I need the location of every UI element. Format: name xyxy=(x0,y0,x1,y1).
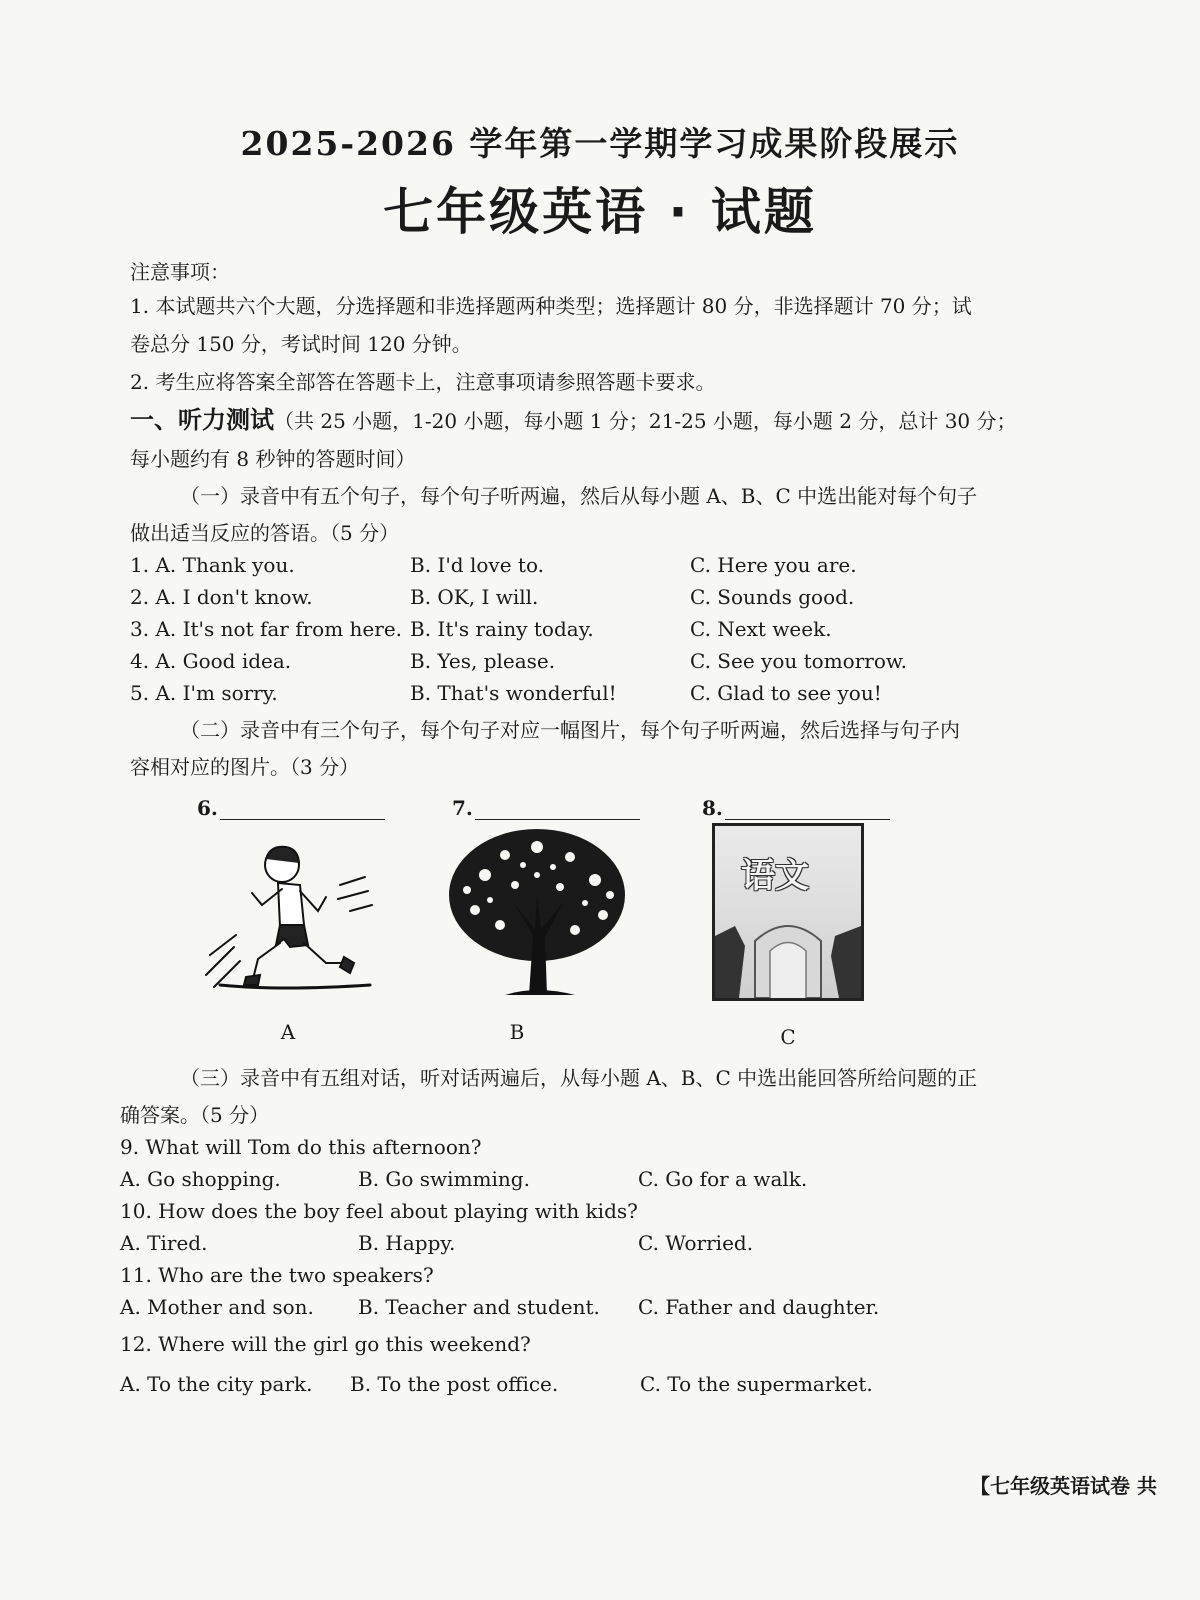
q11-option-c: C. Father and daughter. xyxy=(638,1295,880,1319)
q2-option-c: C. Sounds good. xyxy=(690,585,855,609)
q1-option-a: 1. A. Thank you. xyxy=(130,553,295,577)
picture-b-label: B xyxy=(509,1020,525,1044)
q9-option-c: C. Go for a walk. xyxy=(638,1167,808,1191)
section1-header xyxy=(130,400,1017,435)
q12-option-a: A. To the city park. xyxy=(120,1372,313,1396)
q3-option-c: C. Next week. xyxy=(690,617,832,641)
picture-c-label: C xyxy=(780,1025,796,1049)
notes-line-1b: 卷总分 150 分，考试时间 120 分钟。 xyxy=(130,332,472,356)
book-cover-text: 语文 xyxy=(741,856,809,896)
q12-option-c: C. To the supermarket. xyxy=(640,1372,873,1396)
q10-question: 10. How does the boy feel about playing with kids? xyxy=(120,1199,638,1223)
q12-question: 12. Where will the girl go this weekend? xyxy=(120,1332,531,1356)
q3-option-b: B. It's rainy today. xyxy=(410,617,594,641)
notes-line-1a: 1. 本试题共六个大题，分选择题和非选择题两种类型；选择题计 80 分，非选择题计 70 分；试 xyxy=(130,294,972,318)
q2-option-b: B. OK, I will. xyxy=(410,585,539,609)
q11-option-b: B. Teacher and student. xyxy=(358,1295,600,1319)
q9-question: 9. What will Tom do this afternoon? xyxy=(120,1135,482,1159)
q10-option-c: C. Worried. xyxy=(638,1231,754,1255)
section1-info-b: 每小题约有 8 秒钟的答题时间） xyxy=(130,447,416,471)
q11-option-a: A. Mother and son. xyxy=(120,1295,314,1319)
notes-line-2: 2. 考生应将答案全部答在答题卡上，注意事项请参照答题卡要求。 xyxy=(130,370,716,394)
q9-option-a: A. Go shopping. xyxy=(120,1167,281,1191)
q10-option-a: A. Tired. xyxy=(120,1231,208,1255)
running-boy-icon xyxy=(200,835,375,1000)
q5-option-a: 5. A. I'm sorry. xyxy=(130,681,278,705)
q1-option-c: C. Here you are. xyxy=(690,553,857,577)
answer-blank-6: 6. xyxy=(197,796,385,820)
q1-option-b: B. I'd love to. xyxy=(410,553,544,577)
q5-option-c: C. Glad to see you! xyxy=(690,681,882,705)
q9-option-b: B. Go swimming. xyxy=(358,1167,530,1191)
chinese-book-icon xyxy=(712,823,864,1001)
footer-page-info: 【七年级英语试卷 共 xyxy=(970,1474,1157,1498)
part3-instruction-b: 确答案。（5 分） xyxy=(120,1103,270,1127)
q2-option-a: 2. A. I don't know. xyxy=(130,585,313,609)
notes-heading: 注意事项： xyxy=(130,260,230,284)
part2-instruction-a: （二）录音中有三个句子，每个句子对应一幅图片，每个句子听两遍，然后选择与句子内 xyxy=(180,718,960,742)
q10-option-b: B. Happy. xyxy=(358,1231,456,1255)
q11-question: 11. Who are the two speakers? xyxy=(120,1263,434,1287)
part1-instruction-a: （一）录音中有五个句子，每个句子听两遍，然后从每小题 A、B、C 中选出能对每个句子 xyxy=(180,484,978,508)
exam-subtitle: 七年级英语 · 试题 xyxy=(383,183,817,241)
answer-blank-8: 8. xyxy=(702,796,890,820)
part1-instruction-b: 做出适当反应的答语。（5 分） xyxy=(130,521,400,545)
q4-option-b: B. Yes, please. xyxy=(410,649,556,673)
q4-option-c: C. See you tomorrow. xyxy=(690,649,907,673)
section1-info-a: （共 25 小题，1-20 小题，每小题 1 分；21-25 小题，每小题 2 分，总计 30 分； xyxy=(274,409,1017,433)
q4-option-a: 4. A. Good idea. xyxy=(130,649,292,673)
part2-instruction-b: 容相对应的图片。（3 分） xyxy=(130,755,360,779)
part3-instruction-a: （三）录音中有五组对话，听对话两遍后，从每小题 A、B、C 中选出能回答所给问题的正 xyxy=(180,1066,978,1090)
exam-title: 2025-2026 学年第一学期学习成果阶段展示 xyxy=(240,124,960,163)
q5-option-b: B. That's wonderful! xyxy=(410,681,617,705)
tree-icon xyxy=(445,825,630,1000)
section1-title: 一、听力测试 xyxy=(130,406,274,434)
q3-option-a: 3. A. It's not far from here. xyxy=(130,617,403,641)
picture-a-label: A xyxy=(280,1020,296,1044)
answer-blank-7: 7. xyxy=(452,796,640,820)
q12-option-b: B. To the post office. xyxy=(350,1372,559,1396)
